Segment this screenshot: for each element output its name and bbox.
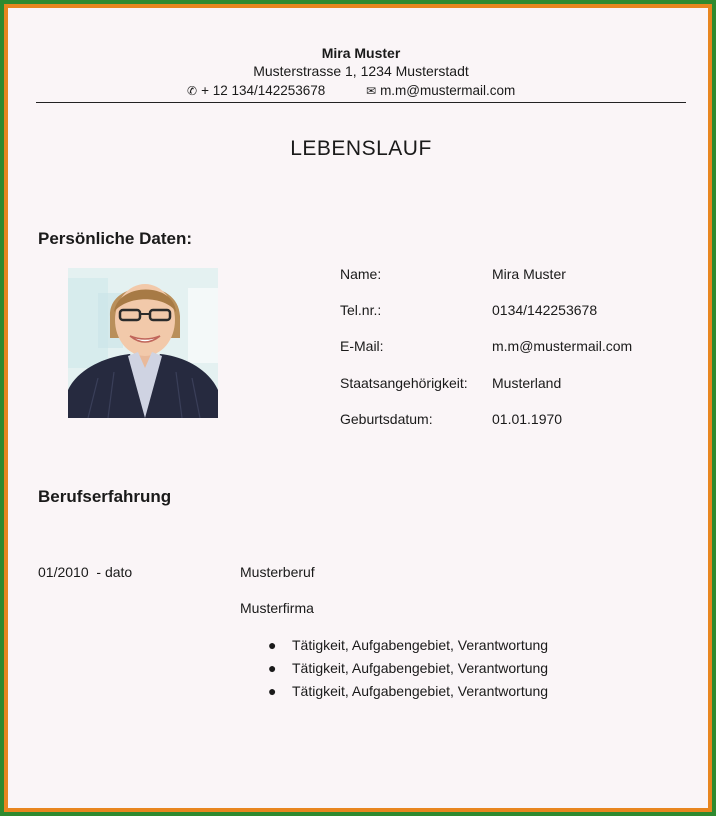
row-value: 0134/142253678 (492, 302, 598, 319)
bullet-icon: ● (268, 637, 277, 653)
row-label: Tel.nr.: (340, 302, 382, 319)
letterhead-phone-number: + 12 134/142253678 (201, 83, 326, 98)
row-value: m.m@mustermail.com (492, 338, 633, 355)
letterhead-phone (187, 81, 325, 101)
task-item (268, 682, 548, 705)
task-item (268, 636, 548, 659)
job-period: 01/2010 - dato (38, 564, 133, 580)
letterhead-contact (36, 81, 686, 100)
task-item (268, 659, 548, 682)
task-text: Tätigkeit, Aufgabengebiet, Verantwortung (292, 637, 549, 653)
row-value: Mira Muster (492, 266, 566, 282)
task-text: Tätigkeit, Aufgabengebiet, Verantwortung (292, 683, 549, 699)
job-entry (38, 564, 678, 714)
job-company: Musterfirma (240, 600, 314, 616)
letterhead-address: Musterstrasse 1, 1234 Musterstadt (253, 63, 469, 79)
header-divider (36, 102, 686, 103)
letterhead-email-address: m.m@mustermail.com (380, 83, 516, 98)
row-value: 01.01.1970 (492, 410, 563, 427)
experience-heading: Berufserfahrung (38, 487, 172, 506)
letterhead-email (366, 81, 515, 101)
row-label: E-Mail: (340, 338, 384, 355)
phone-icon: ✆ (187, 84, 198, 98)
task-text: Tätigkeit, Aufgabengebiet, Verantwortung (292, 660, 549, 676)
row-label: Geburtsdatum: (340, 410, 433, 427)
letterhead-name: Mira Muster (321, 45, 401, 61)
bullet-icon: ● (268, 660, 277, 676)
profile-photo-illustration (68, 268, 218, 418)
profile-photo (68, 268, 218, 418)
task-list (268, 636, 548, 705)
row-label: Name: (340, 266, 382, 282)
row-value: Musterland (492, 374, 562, 391)
letterhead (36, 44, 686, 100)
row-label: Staatsangehörigkeit: (340, 374, 468, 391)
bullet-icon: ● (268, 683, 277, 699)
job-title: Musterberuf (240, 564, 315, 580)
document-title: LEBENSLAUF (290, 137, 432, 160)
envelope-icon: ✉ (366, 84, 377, 98)
personal-data-heading: Persönliche Daten: (38, 229, 192, 248)
